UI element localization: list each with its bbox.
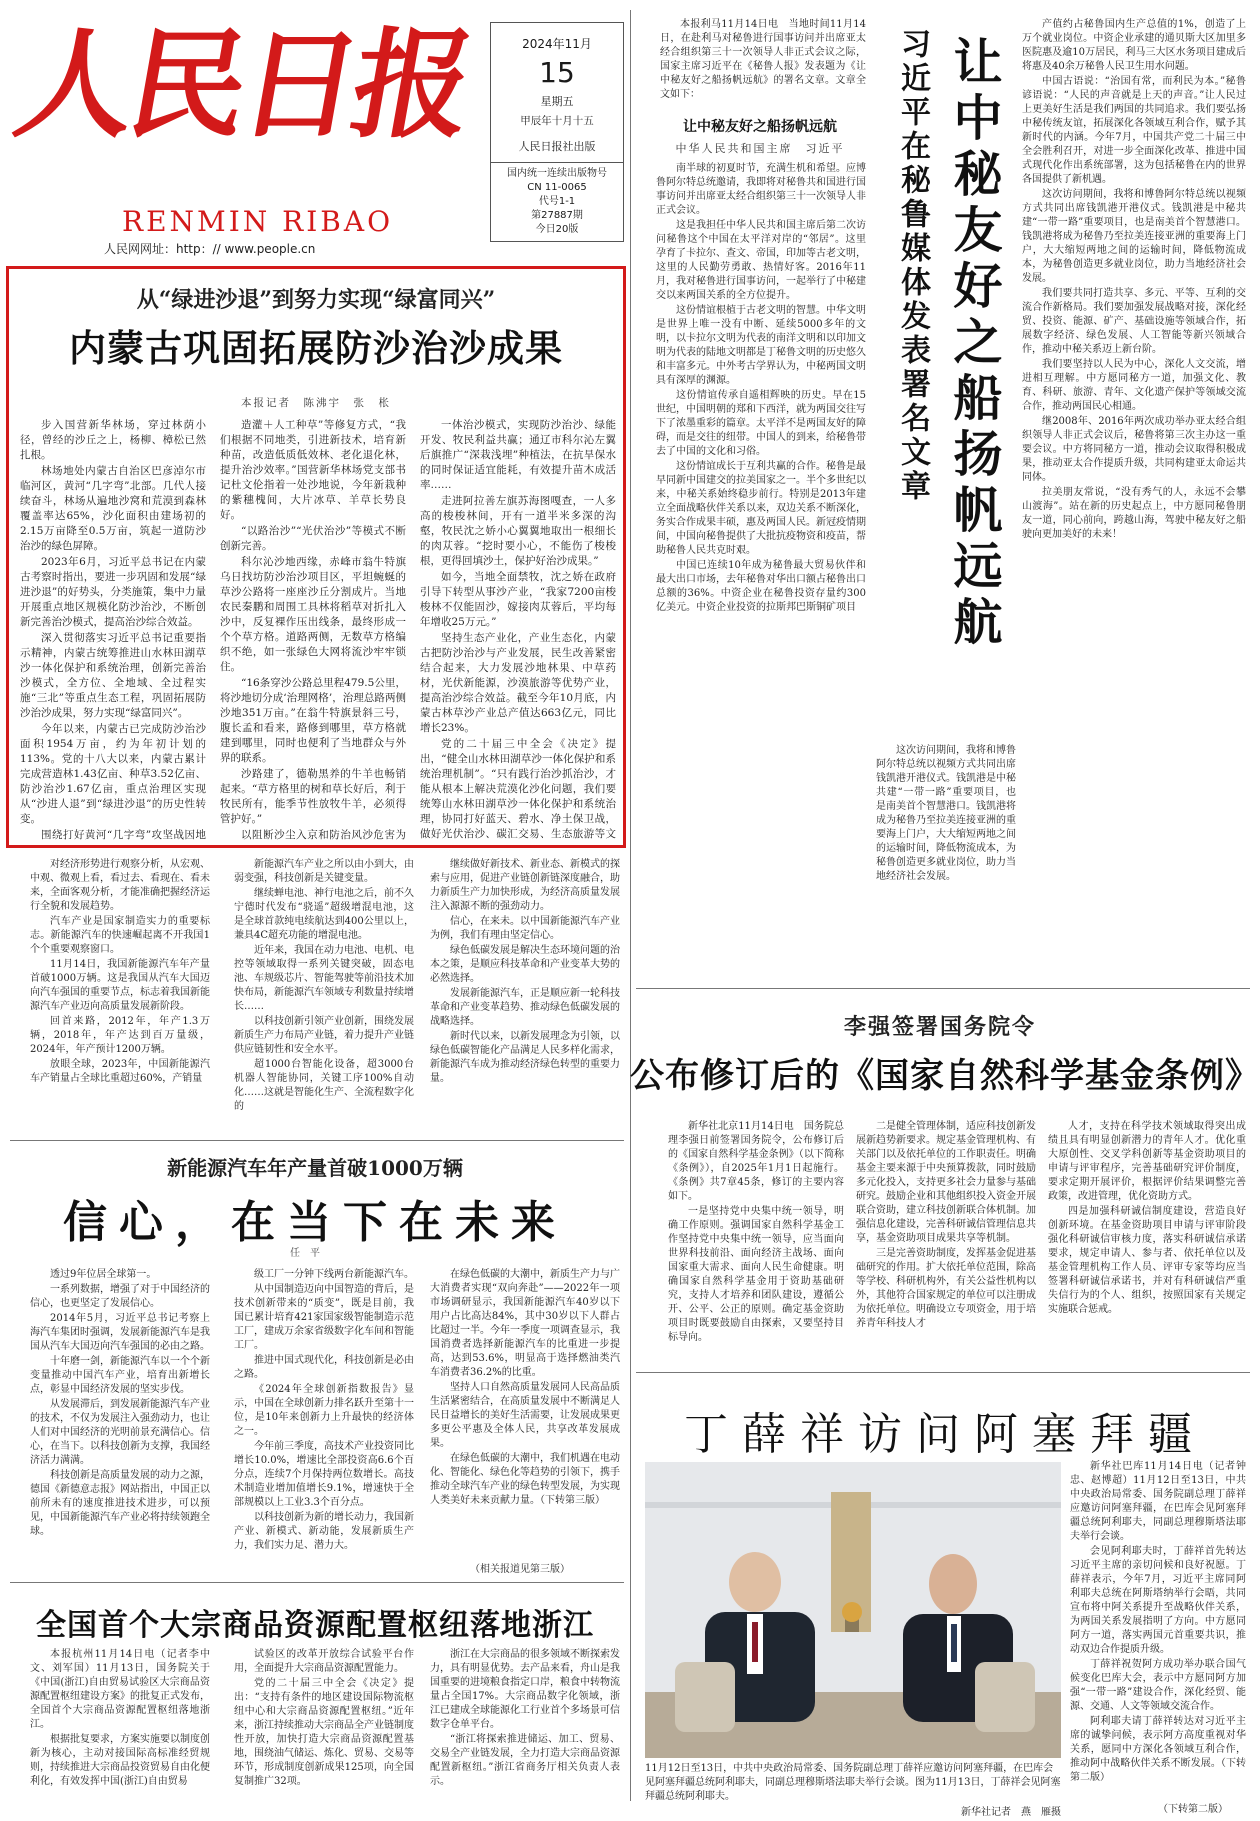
issn-label: 国内统一连续出版物号 [507,168,607,179]
zhejiang-headline[interactable]: 全国首个大宗商品资源配置枢纽落地浙江 [36,1608,594,1643]
nev-body-col3: 在绿色低碳的大潮中，新质生产力与广大消费者实现“双向奔赴”——2022年一项市场调研显示，我国新能源汽车40岁以下用户占比高达84%，其中30岁以下人群占比超过一半。今年一季度一项调查显示，我国消费者选择新能源汽车的比重进一步提高，达到53.6%，明显高于选择燃油类汽车消费者36.2%的比重。 坚持人口自然高质量发展同人民高品质生活紧密结合，在高质量发展中不断满足人民日益增长的美好生活需要，让发展成果更多更公平惠及全体人民，共享改革发展成果。 在绿色低碳的大潮中，我们机遇在电动化、智能化、绿色化等趋势的引领下，携手推动全球汽车产业的绿色转型发展，为实现人类美好未来贡献力量。（下转第三版） [430,1269,620,1506]
commentary-top-col3: 继续做好新技术、新业态、新模式的探索与应用，促进产业链创新链深度融合，助力新质生产力加快形成，为经济高质量发展注入源源不断的强劲动力。 信心，在来未。以中国新能源汽车产业为例，我们有理由坚定信心。 绿色低碳发展是解决生态环境问题的治本之策，是顺应科技革命和产业变革大势的必然选择。 发展新能源汽车，正是顺应新一轮科技革命和产业变革趋势、推动绿色低碳发展的战略选择。 新时代以来，以新发展理念为引领，以绿色低碳智能化产品满足人民多样化需求，新能源汽车成为推动经济绿色转型的重要力量。 [430,859,620,1084]
photo-caption-text: 11月12日至13日，中共中央政治局常委、国务院副总理丁薛祥应邀访问阿塞拜疆，在巴库会见阿塞拜疆总统阿利耶夫，同副总理穆斯塔法耶夫举行会谈。图为11月13日，丁薛祥会见阿塞拜疆总统阿利耶夫。 [645,1763,1061,1802]
xi-article-title: 让中秘友好之船扬帆远航 [683,119,837,135]
zhejiang-body-col3: 浙江在大宗商品的很多领域不断探索发力，具有明显优势。去产品来看，舟山是我国重要的进境粮食指定口岸，粮食中转物流量占全国17%。大宗商品数字化领域，浙江已建成全球能源化工行业首个多场景可信数字仓单平台。 “浙江将探索推进储运、加工、贸易、交易全产业链发展，全力打造大宗商品资源配置新枢纽。”浙江省商务厅相关负责人表示。 [430,1649,620,1787]
zhejiang-body-col1: 本报杭州11月14日电（记者李中文、刘军国）11月13日，国务院关于《中国(浙江)自由贸易试验区大宗商品资源配置枢纽建设方案》的批复正式发布，全国首个大宗商品资源配置枢纽落地浙江。 根据批复要求，方案实施要以制度创新为核心，主动对接国际高标准经贸规则，持续推进大宗商品投资贸易自由化便利化，有效发挥中国(浙江)自由贸易 [30,1649,210,1787]
column-divider [630,10,631,1801]
lead-byline: 本报记者 陈沸宇 张 枨 [241,397,391,409]
lead-body-col3: 一体治沙模式，实现防沙治沙、绿能开发、牧民利益共赢；通辽市科尔沁左翼后旗推广“深栽浅埋”种植法，在抗旱保水的同时保证适宜能耗，有效提升苗木成活率…… 走进阿拉善左旗苏海图嘎查，一人多高的梭梭林间，开有一道半米多深的沟壑，牧民沈之娇小心翼翼地取出一根细长的肉苁蓉。“挖时要小心，不能伤了梭梭根，更得回填沙土，保护好治沙成果。” 如今，当地全面禁牧，沈之娇在政府引导下转型从事沙产业，“我家7200亩梭梭林不仅能固沙，嫁接肉苁蓉后，平均每年增收25万元。” 坚持生态产业化，产业生态化，内蒙古把防沙治沙与产业发展，民生改善紧密结合起来，大力发展沙地林果、中草药材，光伏新能源，沙漠旅游等优势产业，提高治沙综合效益。截至今年10月底，内蒙古林草沙产业总产值达663亿元，同比增长23%。 党的二十届三中全会《决定》提出，“健全山水林田湖草沙一体化保护和系统治理机制”。“只有践行治沙抓治沙，才能从根本上解决荒漠化沙化问题，我们要统筹山水林田湖草沙一体化保护和系统治理，协同打好蓝天、碧水、净土保卫战，做好光伏治沙、碳汇交易、生态旅游等文 [420,419,616,840]
li-body-col3: 人才，支持在科学技术领域取得突出成绩且具有明显创新潜力的青年人才。优化重大原创性、交叉学科创新等基金资助项目的申请与评审程序，完善基础研究评价制度，要求定期开展评价，根据评价结果调整完善政策，改进管理，优化资助方式。 四是加强科研诚信制度建设，营造良好创新环境。在基金资助项目申请与评审阶段强化科研诚信审核力度，落实科研诚信承诺要求，规定申请人、参与者、依托单位以及基金管理机构工作人员、评审专家等均应当签署科研诚信承诺书，并对有科研诚信严重失信行为的个人、组织，按照国家有关规定实施联合惩戒。 [1048,1121,1246,1315]
photo-caption [645,1762,1061,1820]
lead-headline[interactable]: 内蒙古巩固拓展防沙治沙成果 [69,327,563,370]
li-kicker: 李强签署国务院令 [843,1014,1036,1040]
ding-headline[interactable]: 丁薛祥访问阿塞拜疆 [684,1409,1206,1460]
li-body-col1: 新华社北京11月14日电 国务院总理李强日前签署国务院令，公布修订后的《国家自然科学基金条例》（以下简称《条例》），自2025年1月1日起施行。《条例》共7章45条，修订的主要内容如下。 一是坚持党中央集中统一领导，明确工作原则。强调国家自然科学基金工作坚持党中央集中统一领导，应当面向世界科技前沿、面向经济主战场、面向国家重大需求、面向人民生命健康。明确国家自然科学基金用于资助基础研究，支持人才培养和团队建设，遵循公开、公平、公正的原则。确定基金资助项目时既要鼓励自由探索，又要坚持目标导向。 [668,1121,844,1343]
meeting-photo-illustration [645,1462,1061,1758]
commentary-top-col1: 对经济形势进行观察分析，从宏观、中观、微观上看，看过去、看现在、看未来，全面客观分析，才能准确把握经济运行全貌和发展趋势。 汽车产业是国家制造实力的重要标志。新能源汽车的快速崛起离不开我国1个个重要观察窗口。 11月14日，我国新能源汽车年产量首破1000万辆。这是我国从汽车大国迈向汽车强国的重要节点，标志着我国新能源汽车产业迈向高质量发展新阶段。 回首来路，2012年，年产1.3万辆，2018年，年产达到百万量级，2024年，年产预计1200万辆。 放眼全球，2023年，中国新能源汽车产销量占全球比重超过60%，产销量 [30,859,210,1084]
ding-body: 新华社巴库11月14日电（记者钟忠、赵博超）11月12日至13日，中共中央政治局常委、国务院副总理丁薛祥应邀访问阿塞拜疆，在巴库会见阿塞拜疆总统阿利耶夫，同副总理穆斯塔法耶夫举行会谈。 会见阿利耶夫时，丁薛祥首先转达习近平主席的亲切问候和良好祝愿。丁薛祥表示，今年7月，习近平主席同阿利耶夫总统在阿斯塔纳举行会晤，共同宣布将中阿关系提升至战略伙伴关系，为两国关系发展指明了方向。中方愿同阿方一道，落实两国元首重要共识，推动双边合作提质升级。 丁薛祥祝贺阿方成功举办联合国气候变化巴库大会，表示中方愿同阿方加强“一带一路”建设合作，深化经贸、能源、交通、人文等领域交流合作。 阿利耶夫请丁薛祥转达对习近平主席的诚挚问候，表示阿方高度重视对华关系，愿同中方深化各领域互利合作，推动阿中战略伙伴关系不断发展。（下转第二版） [1070,1461,1246,1783]
xi-body-col3: 这次访问期间，我将和博鲁阿尔特总统以视频方式共同出席钱凯港开港仪式。钱凯港是中秘共建“一带一路”重要项目，也是南美首个智慧港口。钱凯港将成为秘鲁乃至拉美连接亚洲的重要海上门户，大大缩短两地之间的运输时间，降低物流成本，为秘鲁创造更多就业岗位，助力当地经济社会发展。 [876,745,1016,882]
nev-kicker: 新能源汽车年产量首破1000万辆 [167,1156,463,1180]
issue-date: 2024年11月 [522,37,592,51]
issue-day: 15 [539,56,575,89]
section-divider [10,1582,624,1583]
li-body-col2: 二是健全管理体制，适应科技创新发展新趋势新要求。规定基金管理机构、有关部门以及依托单位的工作职责任。明确基金主要来源于中央预算拨款，同时鼓励多元化投入，支持更多社会力量参与基础研究。鼓励企业和其他组织投入资金开展联合资助，建立科技创新联合体机制。加强信息化建设，完善科研诚信管理信息共享，基金资助项目成果共享等机制。 三是完善资助制度，发挥基金促进基础研究的作用。扩大依托单位范围，除高等学校、科研机构外，有关公益性机构以外，其他符合国家规定的单位可以注册成为依托单位。明确设立专项资金，用于培养青年科技人才 [856,1121,1036,1329]
section-divider [636,1372,1250,1373]
nev-author: 任 平 [290,1248,320,1259]
page-count: 今日20版 [535,224,579,235]
nev-headline[interactable]: 信心，在当下在未来 [63,1197,567,1248]
xi-intro: 本报利马11月14日电 当地时间11月14日，在赴利马对秘鲁进行国事访问并出席亚太经合组织第三十一次领导人非正式会议之际，国家主席习近平在《秘鲁人报》发表题为《让中秘友好之船扬帆远航》的署名文章。文章全文如下： [660,19,866,100]
date-box [490,22,624,242]
commentary-top-col2: 新能源汽车产业之所以由小到大，由弱变强，科技创新是关键变量。 继续蝉电池、神行电池之后，前不久宁德时代发布“骁遥”超级增混电池，这是全球首款纯电续航达到400公里以上，兼具4C超充功能的增混电池。 近年来，我国在动力电池、电机、电控等领域取得一系列关键突破，固态电池、车规级芯片、智能驾驶等前沿技术加快布局，新能源汽车领域专利数量持续增长…… 以科技创新引领产业创新，围绕发展新质生产力布局产业链，着力提升产业链供应链韧性和安全水平。 超1000台智能化设备，超3000台机器人智能协同，关键工序100%自动化……这就是智能化生产、全流程数字化的 [234,859,414,1112]
section-divider [10,1140,624,1141]
continued-link[interactable]: （下转第二版） [1158,1804,1228,1815]
xi-article-author: 中华人民共和国主席 习近平 [675,142,845,155]
cn-number: CN 11-0065 [527,182,587,193]
xi-body-col1: 南半球的初夏时节，充满生机和希望。应博鲁阿尔特总统邀请，我即将对秘鲁共和国进行国事访问并出席亚太经合组织第三十一次领导人非正式会议。 这是我担任中华人民共和国主席后第二次访问秘鲁这个中国在太平洋对岸的“邻居”。这里孕育了卡拉尔、查文、帝国，印加等古老文明，这里的人民勤劳勇敢、热情好客。2016年11月，我对秘鲁进行国事访问，一起举行了中秘建交以来两国关系的全方位提升。 这份情谊根植于古老文明的智慧。中华文明是世界上唯一没有中断、延续5000多年的文明，以卡拉尔文明为代表的南洋文明和以印加文明为代表的陆地文明都是丁秘鲁文明的历史悠久和丰富多元。中外考古学界认为，中秘两国文明具有深厚的渊源。 这份情谊传承自遥相辉映的历史。早在15世纪，中国明朝的郑和下西洋，就为两国交往写下了浓墨重彩的篇章。太平洋不是两国友好的障碍，而是交往的纽带。中国人的到来，给秘鲁带去了中国的文化和习俗。 这份情谊成长于互利共赢的合作。秘鲁是最早同新中国建交的拉美国家之一。半个多世纪以来，中秘关系始终稳步前行。特别是2013年建立全面战略伙伴关系以来，双边关系不断深化，务实合作成果丰硕，惠及两国人民。新冠疫情期间，中国向秘鲁提供了大批抗疫物资和疫苗，帮助秘鲁人民共克时艰。 中国已连续10年成为秘鲁最大贸易伙伴和最大出口市场，去年秘鲁对华出口额占秘鲁出口总额的36%。中资企业在秘鲁投资存量约300亿美元。中资企业投资的拉斯邦巴斯铜矿项目 [656,163,866,613]
postal-code: 代号1-1 [538,196,576,207]
publisher: 人民日报社出版 [518,140,596,153]
lead-kicker: 从“绿进沙退”到努力实现“绿富同兴” [136,287,496,313]
lead-body-col2: 造灌＋人工种草”等修复方式，“我们根据不同地类，引进新技术，培育新种苗，改造低质低效林、老化退化林，提升治沙效率。”国营新华林场党支部书记杜文伦指着一处沙地说，今年新栽种的紫穗槐间，大片冰草、羊草长势良好。 “以路治沙”“光伏治沙”等模式不断创新完善。 科尔沁沙地西缘，赤峰市翁牛特旗乌日找坊防沙治沙项目区，平坦蜿蜒的草沙公路将一座座沙丘分割成片。当地农民秦鹏和周围工具林将稻草对折扎入沙中，反复裸作压出线条，最终形成一个个草方格。道路两侧，无数草方格编织不绝，如一张绿色大网将流沙牢牢锁住。 “16条穿沙公路总里程479.5公里，将沙地切分成‘治理网格’，治理总路两侧沙地351万亩。”在翁牛特旗景斜三号，腹长孟和看来，路修到哪里，草方格就建到哪里，同时也便利了当地群众与外界的联系。 沙路建了，德勒黑养的牛羊也畅销起来。“草方格里的树和草长好后，利于牧民所有，能季节性放牧牛羊，必须得管护好。” 以阻断沙尘入京和防治风沙危害为 [220,419,406,841]
xi-main-headline[interactable]: 让中秘友好之船扬帆远航 [946,36,1003,652]
masthead-pinyin: RENMIN RIBAO [122,205,394,238]
news-photo[interactable] [645,1462,1061,1758]
zhejiang-body-col2: 试验区的改革开放综合试验平台作用，全面提升大宗商品资源配置能力。 党的二十届三中全会《决定》提出：“支持有条件的地区建设国际物流枢纽中心和大宗商品资源配置枢纽。”近年来，浙江持续推动大宗商品全产业链制度性开放，加快打造大宗商品资源配置基地，围绕油气储运、炼化、贸易、交易等环节，形成制度创新成果125项，向全国复制推广32项。 [234,1649,414,1787]
lead-body-col1: 步入国营新华林场，穿过林荫小径，曾经的沙丘之上，杨柳、樟松已然扎根。 林场地处内蒙古自治区巴彦淖尔市临河区，黄河“几字弯”北部。几代人接续奋斗，林场从遍地沙窝和荒漠到森林覆盖率达65%，沙化面积由建场初的2.15万亩降至0.5万亩，筑起一道防沙治沙的绿色屏障。 2023年6月，习近平总书记在内蒙古考察时指出，要进一步巩固和发展“绿进沙退”的好势头，分类施策，集中力量开展重点地区规模化防沙治沙，不断创新完善治沙模式，提高治沙综合效益。 深入贯彻落实习近平总书记重要指示精神，内蒙古统筹推进山水林田湖草沙一体化保护和系统治理，创新完善治沙模式，全方位、全地域、全过程实施“三北”等重点生态工程，巩固拓展防沙治沙成果，努力实现“绿富同兴”。 今年以来，内蒙古已完成防沙治沙面积1954万亩，约为年初计划的113%。党的十八大以来，内蒙古累计完成营造林1.43亿亩、种草3.52亿亩、防沙治沙1.67亿亩，重点治理区实现从“沙进人退”到“绿进沙退”的历史性转变。 围绕打好黄河“几字弯”攻坚战因地 [20,419,206,841]
masthead-title: 人民日报 [5,15,479,154]
nev-body-col2: 级工厂一分钟下线两台新能源汽车。 从中国制造迈向中国智造的背后，是技术创新带来的“质变”，既是目前，我国已累计培育421家国家级智能制造示范工厂，建成万余家省级数字化车间和智能工厂。 推进中国式现代化，科技创新是必由之路。 《2024年全球创新指数报告》显示，中国在全球创新力排名跃升至第十一位，是10年来创新力上升最快的经济体之一。 今年前三季度，高技术产业投资同比增长10.0%，增速比全部投资高6.6个百分点，连续7个月保持两位数增长。高技术制造业增加值增长9.1%，增速快于全部规模以上工业3.3个百分点。 以科技创新为新的增长动力，我国新产业、新模式、新动能，发展新质生产力，我们实力足、潜力大。 [234,1269,414,1551]
issue-number: 第27887期 [531,210,583,221]
photo-credit: 新华社记者 燕 雁摄 [961,1807,1061,1818]
issue-lunar-date: 甲辰年十月十五 [520,115,594,127]
issue-weekday: 星期五 [540,95,574,108]
xi-sub-headline[interactable]: 习近平在秘鲁媒体发表署名文章 [895,28,930,504]
li-headline[interactable]: 公布修订后的《国家自然科学基金条例》 [630,1056,1260,1096]
nev-related-link[interactable]: （相关报道见第三版） [470,1564,570,1575]
section-divider [636,988,1250,989]
nev-body-col1: 透过9年位居全球第一。 一系列数据，增强了对于中国经济的信心，也更坚定了发展信心。 2014年5月，习近平总书记考察上海汽车集团时强调，发展新能源汽车是我国从汽车大国迈向汽车强国的必由之路。 十年磨一剑，新能源汽车以一个个新变量推动中国汽车产业，培育出新增长点，彰显中国经济发展的坚实步伐。 从发展滞后，到发展新能源汽车产业的技术，不仅为发展注入强劲动力，也让人们对中国经济的光明前景充满信心。信心，在当下。以科技创新为支撑，我国经济活力满满。 科技创新是高质量发展的动力之源，德国《新德意志报》网站指出，中国正以前所未有的速度推进技术进步，可以预见，中国新能源汽车产业必将持续领跑全球。 [30,1269,210,1537]
xi-body-col2: 产值约占秘鲁国内生产总值的1%，创造了上万个就业岗位。中资企业承建的通贝斯大区加里多医院惠及逾10万居民，利马三大区水务项目建成后将惠及40余万秘鲁人民卫生用水问题。 中国古语说：“治国有常，而利民为本。”秘鲁谚语说：“人民的声音就是上天的声音。”让人民过上更美好生活是我们两国的共同追求。我们要弘扬中秘传统友谊，拓展深化各领域互利合作，赋予其新时代的内涵。今年7月，中国共产党二十届三中全会胜利召开，对进一步全面深化改革、推进中国式现代化作出系统部署，这为包括秘鲁在内的世界各国提供了新机遇。 这次访问期间，我将和博鲁阿尔特总统以视频方式共同出席钱凯港开港仪式。钱凯港是中秘共建“一带一路”重要项目，也是南美首个智慧港口。钱凯港将成为秘鲁乃至拉美连接亚洲的重要海上门户，大大缩短两地之间的运输时间，降低物流成本，为秘鲁创造更多就业岗位，助力当地经济社会发展。 我们要共同打造共享、多元、平等、互利的交流合作新格局。我们要加强发展战略对接，深化经贸、投资、能源、矿产、基础设施等领域合作，拓展数字经济、绿色发展、人工智能等新兴领域合作，推动中秘关系迈上新台阶。 我们要坚持以人民为中心，深化人文交流，增进相互理解。中方愿同秘方一道，加强文化、教育、科研、旅游、青年、文化遗产保护等领域交流合作，推动两国民心相通。 继2008年、2016年两次成功举办亚太经合组织领导人非正式会议后，秘鲁将第三次主办这一重要会议。中方将同秘方一道，推动会议取得积极成果，推动亚太合作提质升级，共同构建亚太命运共同体。 拉美朋友常说，“没有秀气的人，永远不会攀山渡海”。站在新的历史起点上，中方愿同秘鲁朋友一道，同心前向，跨越山海，驾驶中秘友好之船驶向更加美好的未来！ [1022,19,1246,540]
masthead-url[interactable]: 人民网网址：http：// www.people.cn [104,242,316,256]
